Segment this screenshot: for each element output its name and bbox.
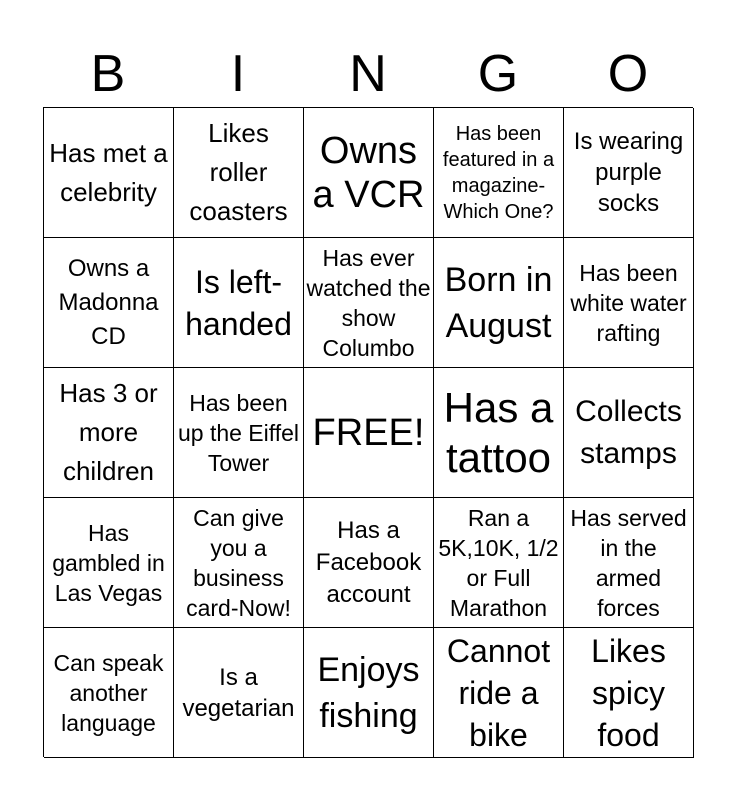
bingo-cell[interactable]: [44, 238, 174, 368]
cell-text: Has been featured in a magazine-Which One?: [442, 122, 555, 223]
cell-text: Likes roller coasters: [189, 118, 288, 226]
cell-text: Enjoys fishing: [317, 650, 420, 735]
bingo-cell[interactable]: [434, 108, 564, 238]
cell-text: Can give you a business card-Now!: [186, 504, 291, 621]
free-space-cell[interactable]: [304, 368, 434, 498]
bingo-cell[interactable]: [564, 108, 694, 238]
bingo-cell[interactable]: [44, 628, 174, 758]
bingo-cell[interactable]: [304, 498, 434, 628]
bingo-cell[interactable]: [174, 238, 304, 368]
bingo-cell[interactable]: [434, 238, 564, 368]
bingo-cell[interactable]: [304, 628, 434, 758]
bingo-cell[interactable]: [304, 238, 434, 368]
cell-text: Has been up the Eiffel Tower: [177, 389, 300, 476]
cell-text: Is left-handed: [185, 263, 292, 342]
cell-text: Has met a celebrity: [49, 137, 168, 207]
bingo-cell[interactable]: [44, 108, 174, 238]
cell-text: Cannot ride a bike: [446, 632, 551, 753]
bingo-cell[interactable]: [174, 368, 304, 498]
header-letter-g: G: [477, 45, 519, 103]
cell-text: Collects stamps: [575, 394, 682, 470]
free-space-text: FREE!: [312, 411, 425, 454]
header-letter-n: N: [349, 45, 387, 103]
cell-text: Born in August: [444, 260, 553, 345]
cell-text: Has gambled in Las Vegas: [52, 519, 165, 606]
bingo-cell[interactable]: [44, 368, 174, 498]
bingo-cell[interactable]: [434, 498, 564, 628]
cell-text: Is a vegetarian: [182, 663, 295, 722]
header-letter-i: I: [230, 45, 246, 103]
bingo-cell[interactable]: [174, 108, 304, 238]
cell-text: Owns a Madonna CD: [58, 254, 159, 350]
cell-text: Has 3 or more children: [59, 378, 158, 486]
cell-text: Likes spicy food: [591, 632, 666, 753]
cell-text: Ran a 5K,10K, 1/2 or Full Marathon: [438, 504, 559, 621]
cell-text: Has a tattoo: [443, 383, 554, 481]
bingo-cell[interactable]: [174, 498, 304, 628]
bingo-grid: [43, 107, 693, 757]
cell-text: Is wearing purple socks: [573, 128, 684, 217]
bingo-cell[interactable]: [304, 108, 434, 238]
cell-text: Has been white water rafting: [570, 259, 687, 346]
bingo-cell[interactable]: [564, 368, 694, 498]
cell-text: Can speak another language: [53, 649, 164, 736]
bingo-cell[interactable]: [174, 628, 304, 758]
header-letter-b: B: [90, 45, 126, 103]
bingo-cell[interactable]: [564, 628, 694, 758]
bingo-cell[interactable]: [44, 498, 174, 628]
cell-text: Owns a VCR: [312, 129, 425, 216]
bingo-cell[interactable]: [434, 628, 564, 758]
cell-text: Has ever watched the show Columbo: [306, 244, 431, 361]
bingo-cell[interactable]: [434, 368, 564, 498]
cell-text: Has served in the armed forces: [570, 504, 687, 621]
bingo-cell[interactable]: [564, 238, 694, 368]
bingo-header: [43, 44, 693, 104]
bingo-cell[interactable]: [564, 498, 694, 628]
header-letter-o: O: [607, 45, 649, 103]
cell-text: Has a Facebook account: [315, 516, 422, 608]
